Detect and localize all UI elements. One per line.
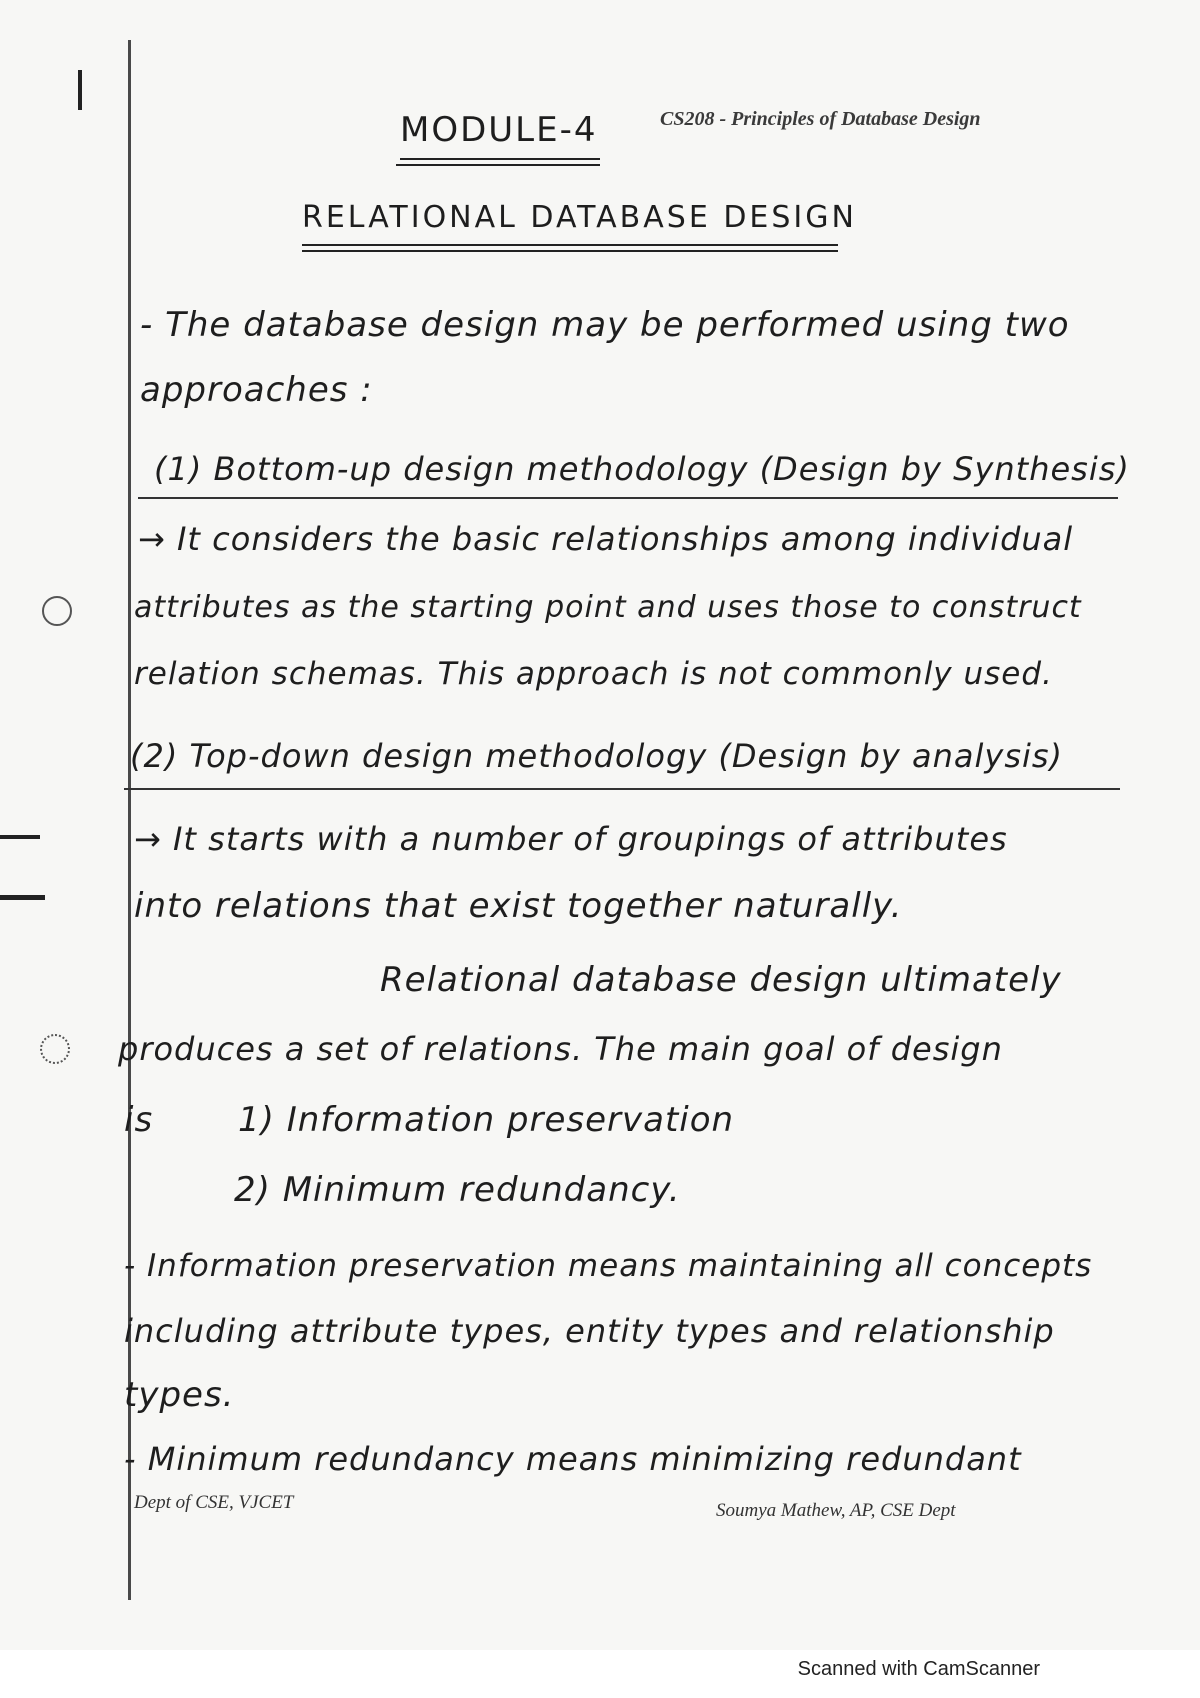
text-line: relation schemas. This approach is not commonly used. xyxy=(134,656,1053,692)
text-line: approaches : xyxy=(140,370,373,410)
text-line: attributes as the starting point and uses those to construct xyxy=(134,590,1082,625)
punch-hole xyxy=(42,596,72,626)
text-line: - Minimum redundancy means minimizing redundant xyxy=(124,1440,1022,1478)
text-line: → It considers the basic relationships among individual xyxy=(138,520,1074,558)
punch-mark xyxy=(78,70,82,110)
text-line: - The database design may be performed using two xyxy=(140,305,1070,345)
text-line: including attribute types, entity types and relationship xyxy=(124,1312,1055,1350)
text-line: produces a set of relations. The main goal of design xyxy=(118,1030,1003,1068)
punch-hole xyxy=(40,1034,70,1064)
module-title: MODULE-4 xyxy=(400,110,598,150)
subheading: (1) Bottom-up design methodology (Design by Synthesis) xyxy=(154,450,1130,488)
subheading-underline xyxy=(124,788,1120,790)
course-header: CS208 - Principles of Database Design xyxy=(660,108,981,130)
list-item: 1) Information preservation xyxy=(238,1100,735,1140)
subheading: (2) Top-down design methodology (Design by analysis) xyxy=(130,737,1064,775)
margin-dash xyxy=(0,835,40,839)
footer-right: Soumya Mathew, AP, CSE Dept xyxy=(716,1500,956,1521)
title-underline xyxy=(400,158,600,160)
page-title: RELATIONAL DATABASE DESIGN xyxy=(302,200,857,235)
title-underline xyxy=(302,250,838,252)
text-line: types. xyxy=(124,1375,235,1415)
text-line: → It starts with a number of groupings of attributes xyxy=(134,820,1008,858)
text-line: - Information preservation means maintaining all concepts xyxy=(124,1248,1093,1284)
title-underline xyxy=(302,244,838,246)
subheading-underline xyxy=(138,497,1118,499)
footer-left: Dept of CSE, VJCET xyxy=(134,1492,294,1513)
text-line: is xyxy=(124,1100,154,1140)
margin-dash xyxy=(0,895,45,900)
scanner-watermark: Scanned with CamScanner xyxy=(797,1658,1040,1680)
title-underline xyxy=(396,164,600,166)
text-line: Relational database design ultimately xyxy=(380,960,1062,1000)
margin-line xyxy=(128,40,131,1600)
list-item: 2) Minimum redundancy. xyxy=(234,1170,681,1210)
text-line: into relations that exist together naturally. xyxy=(134,886,903,926)
